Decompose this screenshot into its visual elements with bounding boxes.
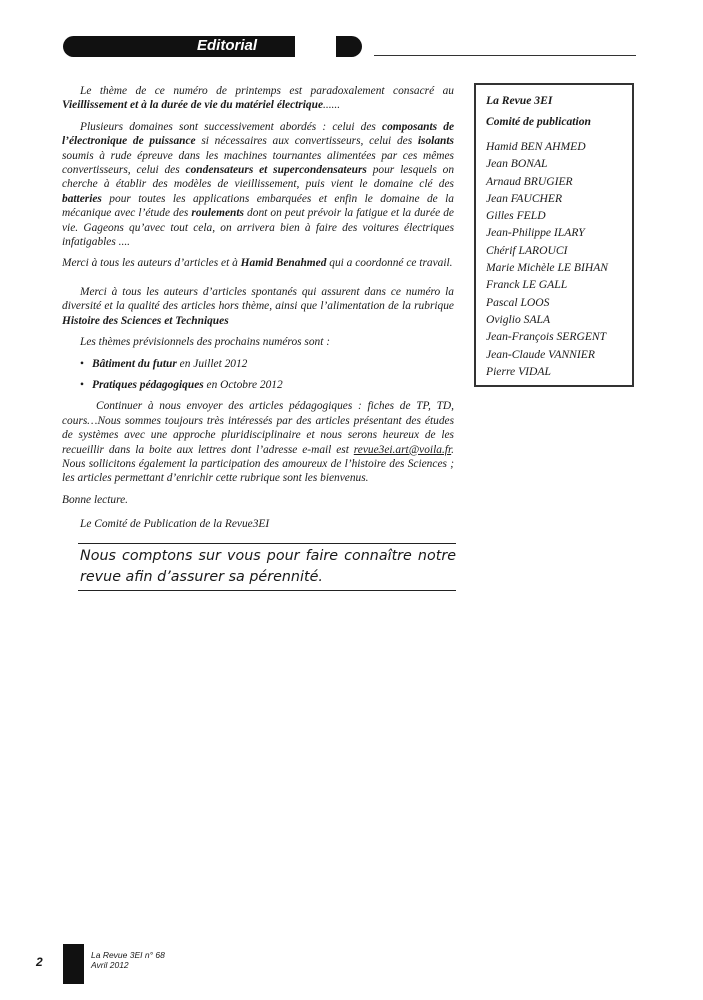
paragraph-themes-intro: Les thèmes prévisionnels des prochains numéros sont : <box>80 336 331 349</box>
list-item: • Pratiques pédagogiques en Octobre 2012 <box>92 378 454 392</box>
committee-member: Jean FAUCHER <box>486 191 563 205</box>
footer-bar <box>63 944 84 984</box>
committee-box <box>474 83 634 387</box>
committee-member: Jean BONAL <box>486 157 548 171</box>
committee-member: Jean-François SERGENT <box>486 330 607 344</box>
email-link[interactable]: revue3ei.art@voila.fr <box>353 443 452 456</box>
issue-date: Avril 2012 <box>91 960 129 970</box>
closing-statement: Nous comptons sur vous pour faire connaître notre revue afin d’assurer sa pérennité. <box>78 543 456 591</box>
signature: Le Comité de Publication de la Revue3EI <box>80 518 270 531</box>
editorial-banner <box>63 36 295 57</box>
committee-member: Pierre VIDAL <box>486 364 551 378</box>
committee-subtitle: Comité de publication <box>486 115 591 128</box>
paragraph-theme: Le thème de ce numéro de printemps est paradoxalement consacré au Vieillissement et à la durée de vie du matériel électrique...... <box>62 85 454 112</box>
page-title: Editorial <box>196 37 257 54</box>
committee-member: Oviglio SALA <box>486 312 551 326</box>
header-divider <box>374 55 636 56</box>
committee-member: Marie Michèle LE BIHAN <box>486 261 609 275</box>
paragraph-closing-wish: Bonne lecture. <box>62 493 128 506</box>
committee-member: Jean-Claude VANNIER <box>486 347 595 361</box>
paragraph-domains: Plusieurs domaines sont successivement abordés : celui des composants de l’électronique de puissance si nécessaires aux convertisseurs, celui des isolants soumis à rude épreuve dans les machines tournantes alimentées par ces mêmes convertisseurs, celui des condensateurs et supercondensateurs pour lesquels on cherche à établir des modèles de vieillissement, puis vient le domaine clé des batteries pour toutes les applications embarquées et enfin le domaine de la mécanique avec l’étude des roulements dont on peut prévoir la fatigue et la durée de vie. Gageons qu’avec tout cela, on arrivera bien à faire des voitures électriques infatigables .... <box>62 120 455 249</box>
list-item: • Bâtiment du futur en Juillet 2012 <box>92 357 454 371</box>
paragraph-call-for-articles: Continuer à nous envoyer des articles pédagogiques : fiches de TP, TD, cours…Nous sommes toujours très intéressés par des articles présentant des études de systèmes avec une approche pluridisciplinaire et nous serons heureux de les recueillir dans la boite aux lettres dont l’adresse e-mail est revue3ei.art@voila.fr. Nous sollicitons également la participation des amoureux de l’histoire des Sciences ; les articles permettant d’enrichir cette rubrique sont les bienvenus. <box>62 400 454 485</box>
committee-title: La Revue 3EI <box>486 94 553 107</box>
committee-member: Gilles FELD <box>486 209 546 223</box>
banner-end-cap <box>336 36 362 57</box>
committee-member: Pascal LOOS <box>486 295 550 309</box>
committee-member: Arnaud BRUGIER <box>486 174 573 188</box>
committee-member: Franck LE GALL <box>486 278 568 292</box>
page-number: 2 <box>36 955 43 969</box>
committee-member: Chérif LAROUCI <box>486 243 568 257</box>
committee-member: Hamid BEN AHMED <box>486 140 586 153</box>
journal-issue: La Revue 3EI n° 68 <box>91 950 165 960</box>
footer-info <box>91 950 165 970</box>
editorial-body <box>62 84 454 532</box>
committee-member: Jean-Philippe ILARY <box>486 226 585 240</box>
paragraph-thanks: Merci à tous les auteurs d’articles et à Hamid Benahmed qui a coordonné ce travail. <box>62 257 453 270</box>
paragraph-spontaneous: Merci à tous les auteurs d’articles spontanés qui assurent dans ce numéro la diversité et la qualité des articles hors thème, ainsi que l’alimentation de la rubrique Histoire des Sciences et Techniques <box>62 285 454 327</box>
upcoming-themes-list <box>62 357 454 393</box>
